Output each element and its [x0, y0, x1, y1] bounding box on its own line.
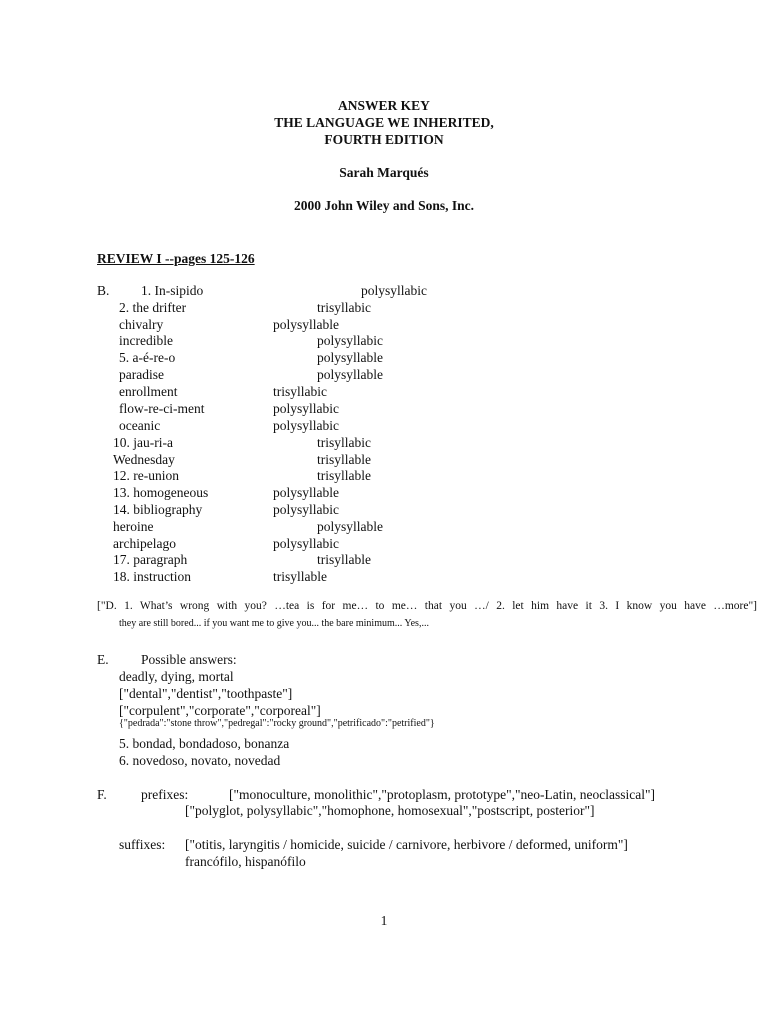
b-row-word: oceanic — [119, 418, 161, 433]
b-row-word: 14. bibliography — [113, 502, 203, 517]
prefixes-line-1: ["monoculture, monolithic","protoplasm, prototype","neo-Latin, neoclassical"] — [229, 787, 655, 802]
review-heading: REVIEW I --pages 125-126 — [97, 251, 255, 266]
prefixes-label: prefixes: — [141, 787, 189, 802]
section-e-intro: Possible answers: — [141, 652, 237, 667]
b-row-answer: polysyllabic — [317, 333, 383, 348]
b-row-answer: polysyllabic — [361, 283, 427, 298]
b-row-answer: trisyllable — [273, 569, 327, 584]
section-e-line-5: 5. bondad, bondadoso, bonanza — [119, 736, 290, 751]
section-d-line-2: they are still bored... if you want me to give you... the bare minimum... Yes,... — [119, 618, 429, 629]
b-row-answer: trisyllabic — [317, 300, 371, 315]
b-row-word: Wednesday — [113, 452, 175, 467]
b-row-word: enrollment — [119, 384, 178, 399]
b-row-answer: trisyllabic — [273, 384, 327, 399]
b-row-answer: polysyllable — [317, 350, 383, 365]
b-row-answer: trisyllable — [317, 452, 371, 467]
b-row-answer: trisyllabic — [317, 435, 371, 450]
doc-title-book: THE LANGUAGE WE INHERITED, — [274, 115, 494, 130]
section-b-label: B. — [97, 283, 110, 298]
b-row-answer: polysyllable — [317, 367, 383, 382]
section-e-line-2: ["dental","dentist","toothpaste"] — [119, 686, 293, 701]
b-row-word: archipelago — [113, 536, 176, 551]
b-row-word: 2. the drifter — [119, 300, 187, 315]
copyright-text: 2000 John Wiley and Sons, Inc. — [294, 198, 474, 213]
suffixes-label: suffixes: — [119, 837, 166, 852]
section-e-label: E. — [97, 652, 109, 667]
b-row-word: paradise — [119, 367, 164, 382]
b-row-word: 18. instruction — [113, 569, 191, 584]
b-row-answer: polysyllable — [273, 485, 339, 500]
b-row-answer: polysyllable — [273, 317, 339, 332]
b-row-word: chivalry — [119, 317, 164, 332]
doc-title-answer-key: ANSWER KEY — [338, 98, 430, 113]
section-f-label: F. — [97, 787, 107, 802]
section-e-line-3: ["corpulent","corporate","corporeal"] — [119, 703, 321, 718]
suffixes-line-2: francófilo, hispanófilo — [185, 854, 306, 869]
section-d-line-1: ["D. 1. What’s wrong with you? …tea is for me… to me… that you …/ 2. let him have it 3. I know you have …more"] — [97, 600, 757, 612]
b-row-word: 1. In-sipido — [141, 283, 204, 298]
doc-author: Sarah Marqués — [339, 165, 429, 180]
doc-copyright — [0, 197, 768, 214]
b-row-word: incredible — [119, 333, 173, 348]
section-e-line-1: deadly, dying, mortal — [119, 669, 234, 684]
doc-title-edition: FOURTH EDITION — [324, 132, 444, 147]
b-row-word: 17. paragraph — [113, 552, 188, 567]
b-row-answer: polysyllabic — [273, 401, 339, 416]
b-row-answer: trisyllable — [317, 552, 371, 567]
b-row-word: 5. a-é-re-o — [119, 350, 176, 365]
b-row-word: 12. re-union — [113, 468, 179, 483]
b-row-word: flow-re-ci-ment — [119, 401, 205, 416]
b-row-word: heroine — [113, 519, 154, 534]
b-row-word: 13. homogeneous — [113, 485, 209, 500]
b-row-answer: polysyllabic — [273, 502, 339, 517]
section-e-line-6: 6. novedoso, novato, novedad — [119, 753, 281, 768]
section-e-line-4: {"pedrada":"stone throw","pedregal":"rocky ground","petrificado":"petrified"} — [119, 718, 435, 729]
b-row-answer: polysyllabic — [273, 418, 339, 433]
b-row-answer: polysyllable — [317, 519, 383, 534]
b-row-word: 10. jau-ri-a — [113, 435, 173, 450]
prefixes-line-2: ["polyglot, polysyllabic","homophone, homosexual","postscript, posterior"] — [185, 803, 595, 818]
b-row-answer: polysyllabic — [273, 536, 339, 551]
b-row-answer: trisyllable — [317, 468, 371, 483]
page-number: 1 — [380, 913, 388, 928]
suffixes-line-1: ["otitis, laryngitis / homicide, suicide / carnivore, herbivore / deformed, uniform"] — [185, 837, 628, 852]
